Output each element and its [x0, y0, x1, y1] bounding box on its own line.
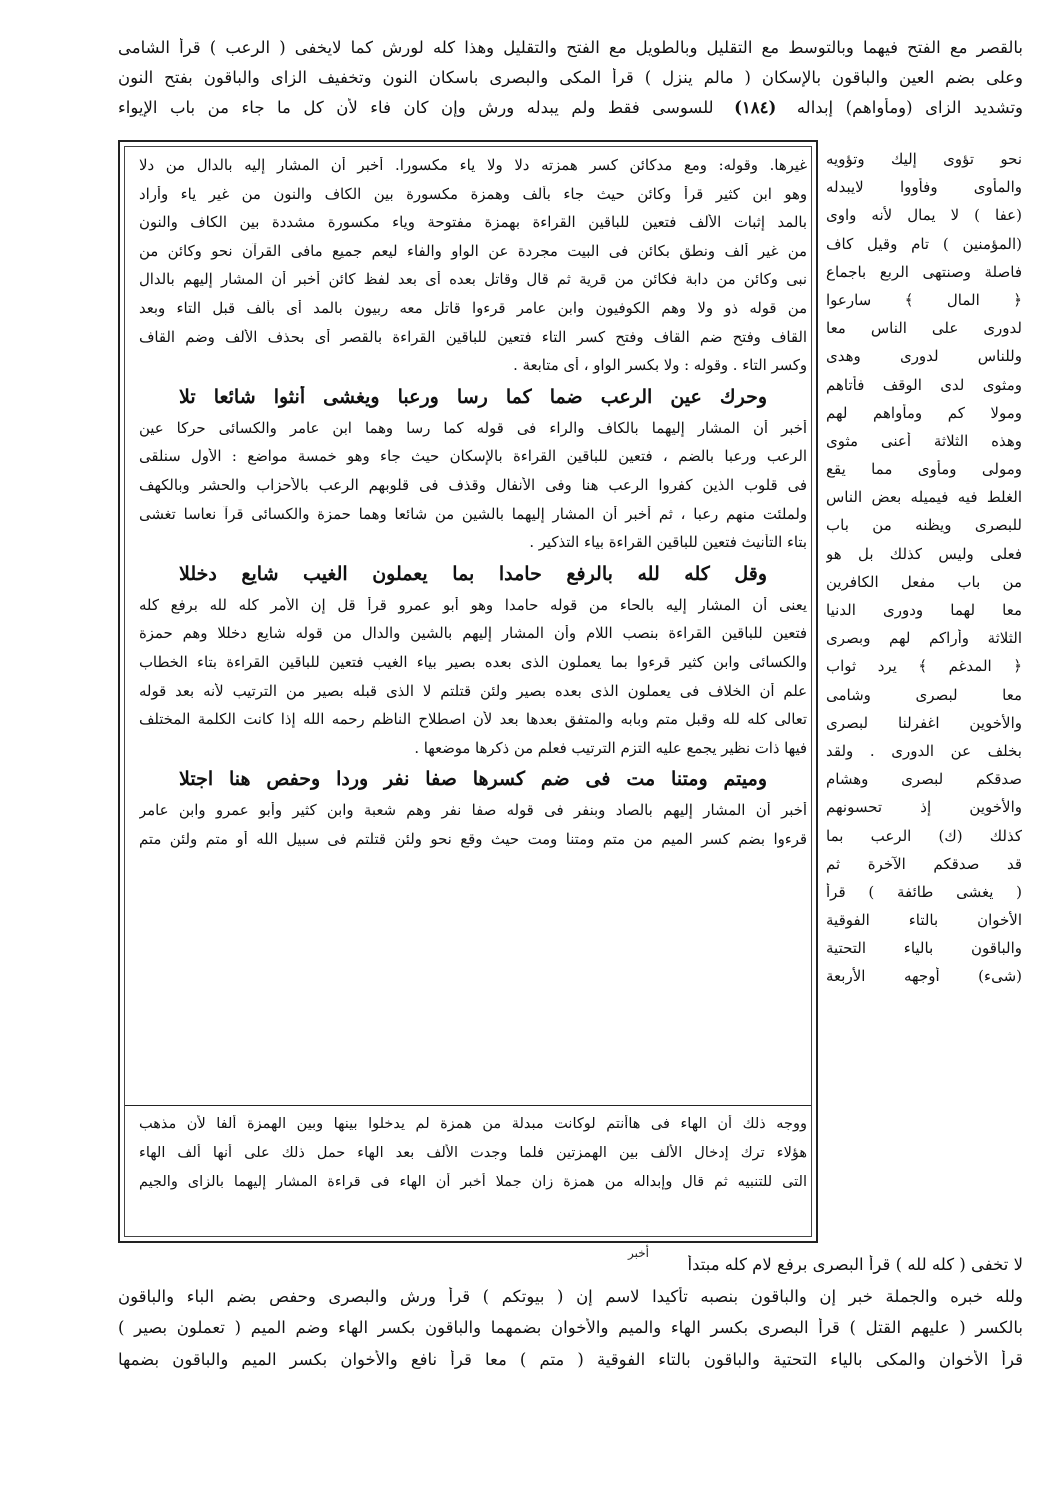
commentary-line: تعالى كله لله وقبل متم وبابه والمتفق بعدها بعد لأن اصطلاح الناظم رحمه الله إذا كانت الكلمة المختلف	[139, 711, 807, 729]
footer-line-3: بالكسر ( عليهم القتل ) قرأ البصرى بكسر الهاء والميم والأخوان بضمهما والباقون بكسر الهاء وضم الميم ( تعملون بصير )	[118, 1318, 1023, 1337]
margin-line: ﴿ المال ﴾ سارعوا	[826, 290, 1022, 309]
margin-line: والأخوين إذ تحسونهم	[826, 798, 1022, 817]
header-line-3	[118, 98, 1023, 128]
commentary-frame-inner	[124, 146, 812, 1237]
commentary-line: ولملئت منهم رعبا ، ثم أخبر أن المشار إليهما بالشين من شائعا وهما حمزة والكسائى قرآ نعاسا تغشى	[139, 505, 807, 523]
margin-line: بخلف عن الدورى . ولقد	[826, 741, 1022, 760]
margin-line: الأخوان بالتاء الفوقية	[826, 911, 1022, 930]
commentary-line: غيرها. وقوله: ومع مدكائن كسر همزته دلا ولا ياء مكسورا. أخبر أن المشار إليه بالدال من دلا	[139, 157, 807, 174]
footer-line-2: ولله خبره والجملة خبر إن والباقون بنصبه تأكيدا لاسم إن ( بيوتكم ) قرأ ورش والبصرى وحفص بضم الباء والباقون	[118, 1286, 1023, 1306]
header-line-3-right: وتشديد الزاى (ومأواهم) إبداله	[796, 98, 1023, 117]
margin-line: ومولا كم ومأواهم لهم	[826, 403, 1022, 422]
footnote-line: التى للتنبيه ثم قال وإبداله من همزة زان جملا أخبر أن الهاء فى قراءة المشار إليهما بالزاى والجيم	[139, 1174, 807, 1190]
catchword: أخبر	[628, 1246, 649, 1260]
margin-line: ﴿ المدغم ﴾ يرد ثواب	[826, 657, 1022, 676]
commentary-text	[139, 157, 807, 859]
header-line-2: وعلى بضم العين والباقون بالإسكان ( مالم ينزل ) قرأ المكى والبصرى باسكان النون وتخفيف الزاى والباقون بفتح النون	[118, 68, 1023, 87]
commentary-line: وهو ابن كثير قرأ وكائن حيث جاء بألف وهمزة مكسورة بين الكاف والنون من غير ياء وأراد	[139, 185, 807, 203]
margin-line: ومولى ومأوى مما يقع	[826, 460, 1022, 479]
margin-line: معا لهما ودورى الدنيا	[826, 601, 1022, 619]
commentary-line: قرءوا بضم كسر الميم من متم ومتنا ومت حيث وقع نحو ولئن قتلتم فى سبيل الله أو متم ولئن متم	[139, 830, 807, 848]
footer-line-4: قرأ الأخوان والمكى بالياء التحتية والباقون بالتاء الفوقية ( متم ) معا قرأ نافع والأخوان بكسر الميم والباقون بضمها	[118, 1349, 1023, 1369]
poem-verse-1: وحرك عين الرعب ضما كما رسا ورعبا ويغشى أنثوا شائعا تلا	[179, 385, 767, 408]
commentary-line: أخبر أن المشار إليهم بالصاد وبنفر فى قوله صفا نفر وهم شعبة وابن كثير وأبو عمرو وابن عامر	[139, 802, 807, 820]
margin-line: الغلط فيه فيميله بعض الناس	[826, 488, 1022, 507]
margin-line: من باب مفعل الكافرين	[826, 572, 1022, 591]
page-header-text	[118, 38, 1023, 128]
margin-line: وللناس لدورى وهدى	[826, 347, 1022, 366]
page-number: (١٨٤)	[734, 98, 777, 117]
header-line-3-left: للسوسى فقط ولم يبدله ورش وإن كان فاء لأن كل ما جاء من باب الإيواء	[118, 98, 714, 117]
commentary-line: علم أن الخلاف فى يعملون الذى بعده بصير ولئن قتلتم لا الذى قبله بصير من الترتيب لأنه بعد قوله	[139, 682, 807, 700]
margin-line: (المؤمنين ) تام وقيل كاف	[826, 234, 1022, 253]
margin-line: ( يغشى طائفة ) قرأ	[826, 882, 1022, 901]
commentary-line: فيها ذات نظير يجمع عليه التزم الترتيب فعلم من ذكرها موضعها .	[414, 739, 807, 757]
commentary-line: بالمد إثبات الألف فتعين للباقين القراءة بهمزة مفتوحة وياء مكسورة مشددة بين الكاف والنون	[139, 214, 807, 232]
margin-line: لدورى على الناس معا	[826, 319, 1022, 338]
margin-line: كذلك (ك) الرعب بما	[826, 826, 1022, 845]
margin-line: للبصرى ويظنه من باب	[826, 516, 1022, 535]
margin-line: وهذه الثلاثة أعنى مثوى	[826, 431, 1022, 450]
margin-notes	[826, 150, 1022, 996]
poem-verse-3: وميتم ومتنا مت فى ضم كسرها صفا نفر وردا وحفص هنا اجتلا	[179, 768, 767, 791]
commentary-line: فتعين للباقين القراءة بنصب اللام وأن المشار إليهم بالشين والدال من قوله شايع دخللا وهم حمزة	[139, 625, 807, 643]
commentary-line: يعنى أن المشار إليه بالحاء من قوله حامدا وهو أبو عمرو قرأ قل إن الأمر كله لله برفع كله	[139, 596, 807, 614]
margin-line: (شىء) أوجهه الأربعة	[826, 967, 1022, 986]
commentary-line: الرعب ورعبا بالضم ، فتعين للباقين القراءة بالإسكان حيث جاء وهو خمسة مواضع : الأول سنلقى	[139, 448, 807, 466]
margin-line: صدقكم لبصرى وهشام	[826, 770, 1022, 789]
header-line-1: بالقصر مع الفتح فيهما وبالتوسط مع التقليل وبالطويل مع الفتح والتقليل وهذا كله لورش كما لايخفى ( الرعب ) قرأ الشامى	[118, 38, 1023, 57]
margin-line: والباقون بالياء التحتية	[826, 939, 1022, 958]
footnote-line: هؤلاء ترك إدخال الألف بين الهمزتين فلما وجدت الألف بعد الهاء حمل ذلك على أنها ألف الهاء	[139, 1145, 807, 1161]
footer-line-1: لا تخفى ( كله لله ) قرأ البصرى برفع لام كله مبتدأ	[687, 1255, 1023, 1274]
margin-line: الثلاثة وأراكم لهم وبصرى	[826, 629, 1022, 648]
poem-verse-2: وقل كله لله بالرفع حامدا بما يعملون الغيب شايع دخللا	[179, 562, 767, 585]
commentary-line: من قوله ذو ولا وهم الكوفيون وابن عامر قرءوا قاتل معه ربيون بالمد أى بألف قبل التاء وبعد	[139, 299, 807, 317]
margin-line: فاصلة وصنتهى الربع باجماع	[826, 262, 1022, 281]
footnote-line: ووجه ذلك أن الهاء فى هاأنتم لوكانت مبدلة من همزة لم يدخلوا بينها وبين الهمزة ألفا لأن مذهب	[139, 1116, 807, 1132]
margin-line: والمأوى وفأووا لايبدله	[826, 178, 1022, 197]
margin-line: ومثوى لدى الوقف فأتاهم	[826, 375, 1022, 394]
footnote-divider	[125, 1105, 811, 1106]
margin-line: معا لبصرى وشامى	[826, 685, 1022, 704]
margin-line: قد صدقكم الآخرة ثم	[826, 854, 1022, 873]
margin-line: (عفا ) لا يمال لأنه واوى	[826, 206, 1022, 225]
commentary-line: أخبر أن المشار إليهما بالكاف والراء فى قوله كما رسا وهما ابن عامر والكسائى حركا عين	[139, 419, 807, 437]
margin-line: فعلى وليس كذلك بل هو	[826, 544, 1022, 563]
commentary-line: والكسائى وابن كثير قرءوا بما يعملون الذى بعده بصير بياء الغيب فتعين للباقين القراءة بتاء الخطاب	[139, 653, 807, 671]
margin-line: والأخوين اغفرلنا لبصرى	[826, 713, 1022, 732]
footnote-text	[139, 1115, 807, 1202]
commentary-line: بتاء التأنيث فتعين للباقين القراءة بياء التذكير .	[529, 534, 807, 552]
commentary-frame	[118, 140, 818, 1243]
commentary-line: فى قلوب الذين كفروا الرعب هنا وفى الأنفال وقذف فى قلوبهم الرعب بالأحزاب والحشر وبالكهف	[139, 476, 807, 494]
commentary-line: وكسر التاء . وقوله : ولا بكسر الواو ، أى متابعة .	[513, 357, 807, 375]
page-footer-text	[118, 1255, 1023, 1381]
margin-line: نحو تؤوى إليك وتؤويه	[826, 150, 1022, 168]
commentary-line: نبى وكائن من دابة فكائن من قرية ثم قال وقاتل بعده أى بعد لفظ كائن أخبر أن المشار إليهم بالدال	[139, 271, 807, 289]
commentary-line: القاف وفتح ضم القاف وفتح كسر التاء فتعين للباقين القراءة بالقصر أى بحذف الألف وضم القاف	[139, 328, 807, 346]
commentary-line: من غير ألف ونطق بكائن فى البيت مجردة عن الواو والفاء ليعم جميع مافى القرآن نحو وكائن من	[139, 242, 807, 260]
